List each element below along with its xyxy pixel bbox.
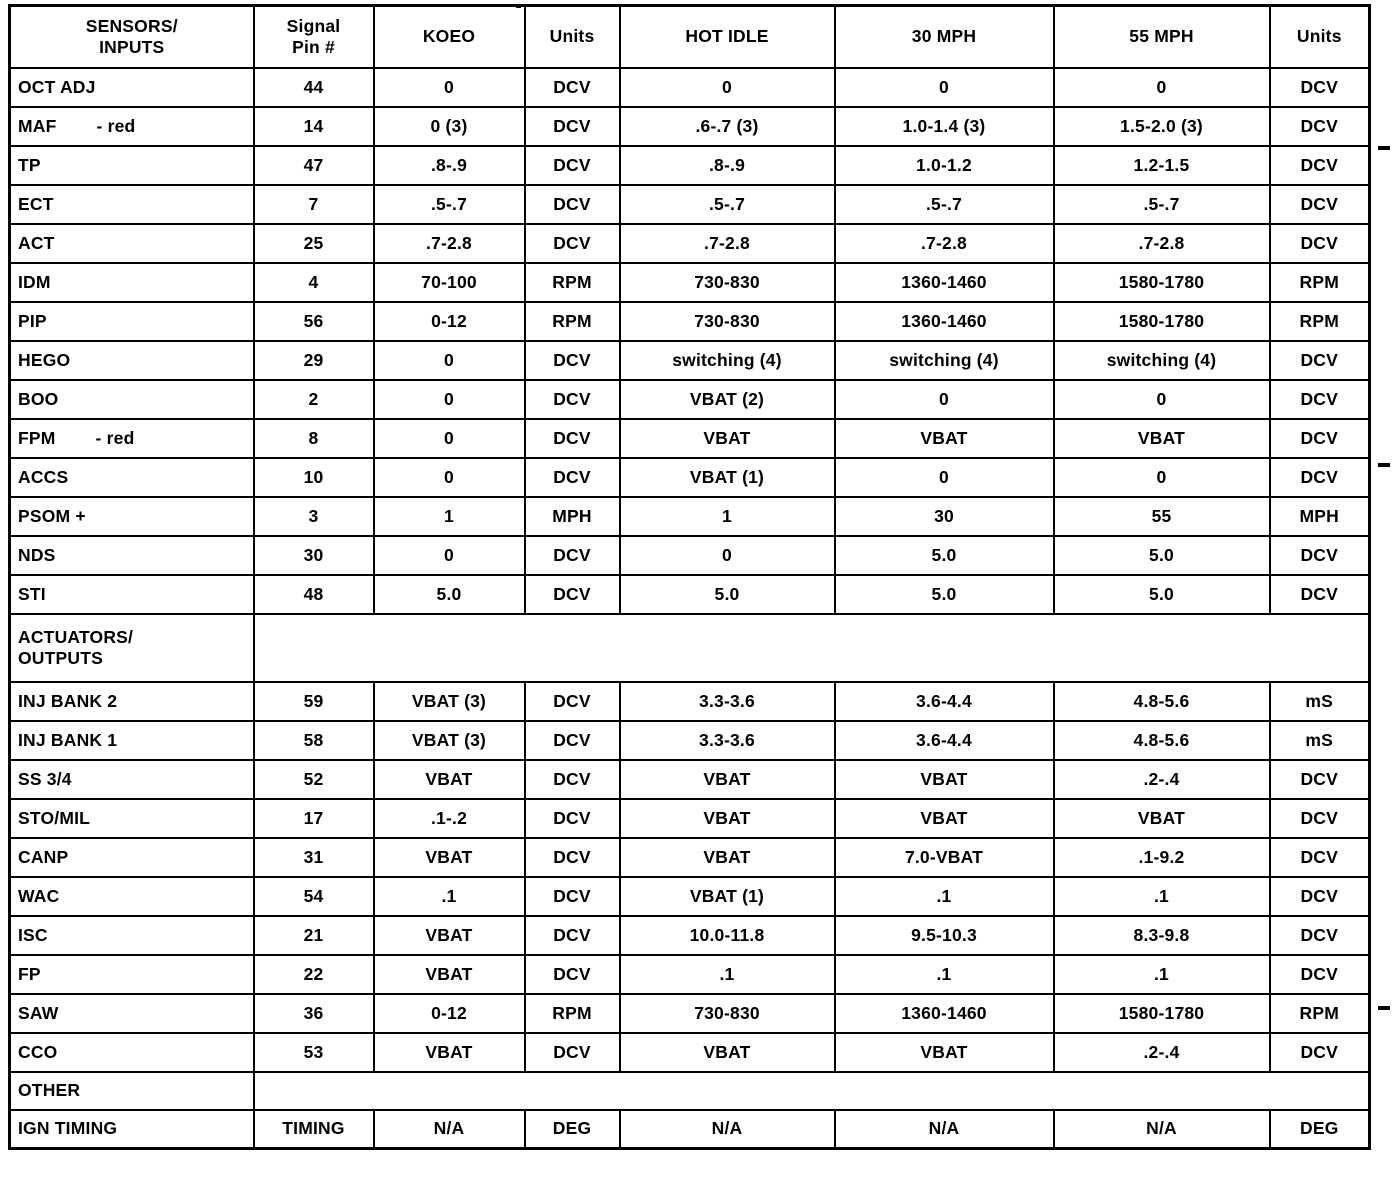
row-label: IGN TIMING (18, 1118, 118, 1139)
cell-units_a: DCV (525, 341, 620, 380)
cell-signal_pin: 8 (254, 419, 374, 458)
table-row (10, 497, 1370, 536)
cell-mph_30: 3.6-4.4 (835, 721, 1054, 760)
row-label: TP (18, 154, 41, 175)
cell-signal_pin: 59 (254, 682, 374, 721)
header-row (10, 6, 1370, 68)
row-label-cell (10, 536, 254, 575)
cell-mph_55: 5.0 (1054, 575, 1270, 614)
cell-mph_30: 9.5-10.3 (835, 916, 1054, 955)
cell-mph_30: 0 (835, 68, 1054, 107)
row-label: ECT (18, 193, 54, 214)
cell-hot_idle: .5-.7 (620, 185, 835, 224)
table-row (10, 536, 1370, 575)
cell-koeo: VBAT (3) (374, 721, 525, 760)
cell-signal_pin: 14 (254, 107, 374, 146)
cell-koeo: VBAT (374, 760, 525, 799)
section-label-text: OUTPUTS (18, 647, 104, 668)
cell-signal_pin: 56 (254, 302, 374, 341)
column-header-mph_55 (1054, 6, 1270, 68)
table-row (10, 916, 1370, 955)
cell-koeo: 1 (374, 497, 525, 536)
cell-koeo: 0 (374, 419, 525, 458)
cell-signal_pin: 48 (254, 575, 374, 614)
cell-hot_idle: N/A (620, 1110, 835, 1149)
cell-units_b: DCV (1270, 955, 1370, 994)
row-label: STO/MIL (18, 807, 91, 828)
cell-hot_idle: VBAT (620, 838, 835, 877)
row-label: OCT ADJ (18, 76, 96, 97)
table-row (10, 302, 1370, 341)
cell-units_a: DCV (525, 799, 620, 838)
table-body (10, 68, 1370, 1149)
cell-hot_idle: VBAT (620, 799, 835, 838)
cell-mph_55: .1 (1054, 877, 1270, 916)
row-sublabel: - red (95, 427, 135, 448)
cell-units_a: DCV (525, 721, 620, 760)
cell-units_a: DCV (525, 185, 620, 224)
row-label: INJ BANK 2 (18, 690, 118, 711)
cell-mph_55: 1580-1780 (1054, 994, 1270, 1033)
cell-koeo: 5.0 (374, 575, 525, 614)
cell-signal_pin: 21 (254, 916, 374, 955)
cell-signal_pin: 52 (254, 760, 374, 799)
table-row (10, 107, 1370, 146)
cell-units_a: DCV (525, 916, 620, 955)
row-label: SAW (18, 1002, 59, 1023)
cell-mph_55: 1580-1780 (1054, 263, 1270, 302)
table-row (10, 1033, 1370, 1072)
cell-units_a: DCV (525, 458, 620, 497)
row-label: INJ BANK 1 (18, 729, 118, 750)
cell-signal_pin: 44 (254, 68, 374, 107)
table-row (10, 838, 1370, 877)
table-row (10, 877, 1370, 916)
row-label: ACCS (18, 466, 69, 487)
row-label-cell (10, 682, 254, 721)
cell-signal_pin: 4 (254, 263, 374, 302)
row-label-cell (10, 877, 254, 916)
cell-hot_idle: 0 (620, 68, 835, 107)
column-header-units_a (525, 6, 620, 68)
row-label: SS 3/4 (18, 768, 72, 789)
cell-signal_pin: 29 (254, 341, 374, 380)
cell-mph_30: 0 (835, 380, 1054, 419)
cell-units_b: RPM (1270, 263, 1370, 302)
cell-koeo: VBAT (374, 955, 525, 994)
column-header-sensors_inputs (10, 6, 254, 68)
cell-signal_pin: 36 (254, 994, 374, 1033)
row-label-cell (10, 799, 254, 838)
column-header-mph_30 (835, 6, 1054, 68)
row-label: PSOM + (18, 505, 86, 526)
table-row (10, 341, 1370, 380)
cell-mph_30: .1 (835, 877, 1054, 916)
cell-mph_30: .5-.7 (835, 185, 1054, 224)
cell-mph_30: 5.0 (835, 536, 1054, 575)
section-label-text: OTHER (18, 1080, 81, 1100)
row-sublabel: - red (96, 115, 136, 136)
cell-units_a: DCV (525, 419, 620, 458)
row-label-cell (10, 838, 254, 877)
row-label-cell (10, 419, 254, 458)
cell-hot_idle: VBAT (1) (620, 458, 835, 497)
table-row (10, 263, 1370, 302)
cell-units_b: DCV (1270, 380, 1370, 419)
cell-mph_30: 7.0-VBAT (835, 838, 1054, 877)
cell-hot_idle: 0 (620, 536, 835, 575)
cell-mph_30: switching (4) (835, 341, 1054, 380)
cell-units_a: RPM (525, 263, 620, 302)
cell-mph_30: 1360-1460 (835, 302, 1054, 341)
cell-units_b: DCV (1270, 185, 1370, 224)
cell-mph_55: 1.5-2.0 (3) (1054, 107, 1270, 146)
cell-mph_55: 4.8-5.6 (1054, 682, 1270, 721)
cell-mph_55: .1 (1054, 955, 1270, 994)
cell-units_b: DCV (1270, 146, 1370, 185)
cell-signal_pin: 17 (254, 799, 374, 838)
row-label-cell (10, 224, 254, 263)
cell-mph_30: 5.0 (835, 575, 1054, 614)
column-header-text: Units (1296, 26, 1342, 47)
cell-koeo: 0 (374, 341, 525, 380)
row-label-cell (10, 458, 254, 497)
column-header-text: SENSORS/ (85, 15, 178, 36)
section-spacer-cell (254, 1072, 1370, 1110)
cell-mph_30: 1360-1460 (835, 263, 1054, 302)
cell-koeo: 0 (374, 68, 525, 107)
cell-mph_30: VBAT (835, 419, 1054, 458)
table-row (10, 682, 1370, 721)
cell-units_a: DCV (525, 68, 620, 107)
table-row (10, 224, 1370, 263)
cell-hot_idle: 3.3-3.6 (620, 721, 835, 760)
row-label-cell (10, 575, 254, 614)
cell-mph_55: 8.3-9.8 (1054, 916, 1270, 955)
row-label: HEGO (18, 349, 71, 370)
row-label-cell (10, 302, 254, 341)
cell-units_b: DCV (1270, 760, 1370, 799)
cell-mph_55: switching (4) (1054, 341, 1270, 380)
table-row (10, 955, 1370, 994)
cell-units_a: RPM (525, 302, 620, 341)
cell-koeo: VBAT (374, 916, 525, 955)
cell-koeo: 0-12 (374, 302, 525, 341)
row-label-cell (10, 760, 254, 799)
cell-units_b: mS (1270, 721, 1370, 760)
cell-mph_30: 30 (835, 497, 1054, 536)
cell-mph_30: 0 (835, 458, 1054, 497)
cell-koeo: .7-2.8 (374, 224, 525, 263)
cell-signal_pin: TIMING (254, 1110, 374, 1149)
scan-mark (1378, 1006, 1390, 1010)
column-header-text: 30 MPH (911, 26, 977, 47)
section-row (10, 1072, 1370, 1110)
row-label-cell (10, 107, 254, 146)
table-row (10, 721, 1370, 760)
cell-units_b: mS (1270, 682, 1370, 721)
cell-hot_idle: VBAT (1) (620, 877, 835, 916)
table-row (10, 380, 1370, 419)
cell-hot_idle: 730-830 (620, 994, 835, 1033)
cell-mph_55: 4.8-5.6 (1054, 721, 1270, 760)
cell-units_b: DCV (1270, 799, 1370, 838)
cell-koeo: VBAT (374, 1033, 525, 1072)
row-label: CANP (18, 846, 69, 867)
cell-mph_30: 1.0-1.2 (835, 146, 1054, 185)
table-row (10, 458, 1370, 497)
cell-signal_pin: 58 (254, 721, 374, 760)
cell-signal_pin: 7 (254, 185, 374, 224)
cell-mph_55: 1.2-1.5 (1054, 146, 1270, 185)
cell-hot_idle: switching (4) (620, 341, 835, 380)
section-spacer-cell (254, 614, 1370, 682)
column-header-koeo (374, 6, 525, 68)
cell-units_b: DCV (1270, 419, 1370, 458)
cell-units_b: DCV (1270, 575, 1370, 614)
cell-units_b: DEG (1270, 1110, 1370, 1149)
scan-speck (516, 4, 521, 8)
cell-hot_idle: .8-.9 (620, 146, 835, 185)
cell-hot_idle: VBAT (620, 1033, 835, 1072)
table-row (10, 146, 1370, 185)
row-label: PIP (18, 310, 47, 331)
cell-mph_55: VBAT (1054, 799, 1270, 838)
cell-koeo: 70-100 (374, 263, 525, 302)
row-label: NDS (18, 544, 56, 565)
section-label-cell (10, 1072, 254, 1110)
row-label-cell (10, 185, 254, 224)
row-label: FPM (18, 427, 56, 448)
cell-mph_55: .2-.4 (1054, 1033, 1270, 1072)
cell-mph_55: 0 (1054, 68, 1270, 107)
row-label-cell (10, 68, 254, 107)
cell-koeo: 0 (374, 380, 525, 419)
column-header-text: KOEO (422, 26, 476, 47)
section-label-cell (10, 614, 254, 682)
row-label: CCO (18, 1041, 58, 1062)
cell-hot_idle: .6-.7 (3) (620, 107, 835, 146)
cell-koeo: .1 (374, 877, 525, 916)
cell-hot_idle: VBAT (620, 760, 835, 799)
cell-mph_55: 0 (1054, 380, 1270, 419)
cell-signal_pin: 22 (254, 955, 374, 994)
cell-units_b: DCV (1270, 838, 1370, 877)
column-header-units_b (1270, 6, 1370, 68)
cell-koeo: .5-.7 (374, 185, 525, 224)
cell-units_a: DCV (525, 955, 620, 994)
table-row (10, 994, 1370, 1033)
table-header (10, 6, 1370, 68)
cell-units_a: DCV (525, 838, 620, 877)
cell-units_b: DCV (1270, 1033, 1370, 1072)
cell-units_a: DCV (525, 877, 620, 916)
cell-hot_idle: 5.0 (620, 575, 835, 614)
row-label: ISC (18, 924, 48, 945)
pcm-pin-voltage-table (8, 4, 1371, 1150)
section-label-text: ACTUATORS/ (18, 626, 134, 647)
row-label: IDM (18, 271, 51, 292)
cell-units_b: DCV (1270, 536, 1370, 575)
cell-units_a: DCV (525, 146, 620, 185)
cell-units_b: DCV (1270, 877, 1370, 916)
section-row (10, 614, 1370, 682)
cell-units_a: DEG (525, 1110, 620, 1149)
cell-mph_55: 55 (1054, 497, 1270, 536)
cell-koeo: 0 (374, 458, 525, 497)
cell-units_b: RPM (1270, 302, 1370, 341)
cell-signal_pin: 31 (254, 838, 374, 877)
table-row (10, 799, 1370, 838)
cell-units_b: DCV (1270, 107, 1370, 146)
cell-mph_30: N/A (835, 1110, 1054, 1149)
row-label-cell (10, 263, 254, 302)
cell-mph_30: .1 (835, 955, 1054, 994)
cell-hot_idle: 3.3-3.6 (620, 682, 835, 721)
cell-mph_30: VBAT (835, 1033, 1054, 1072)
scan-mark (1378, 463, 1390, 467)
cell-hot_idle: 1 (620, 497, 835, 536)
scan-mark (1378, 146, 1390, 150)
cell-mph_55: VBAT (1054, 419, 1270, 458)
cell-mph_30: VBAT (835, 760, 1054, 799)
row-label: FP (18, 963, 41, 984)
cell-mph_30: VBAT (835, 799, 1054, 838)
cell-mph_30: 1.0-1.4 (3) (835, 107, 1054, 146)
table-row (10, 1110, 1370, 1149)
cell-signal_pin: 53 (254, 1033, 374, 1072)
cell-signal_pin: 2 (254, 380, 374, 419)
cell-hot_idle: 730-830 (620, 263, 835, 302)
row-label-cell (10, 916, 254, 955)
cell-units_a: DCV (525, 575, 620, 614)
cell-mph_30: 1360-1460 (835, 994, 1054, 1033)
table-row (10, 68, 1370, 107)
cell-mph_55: .2-.4 (1054, 760, 1270, 799)
cell-units_b: DCV (1270, 916, 1370, 955)
cell-units_a: DCV (525, 536, 620, 575)
cell-units_a: RPM (525, 994, 620, 1033)
cell-koeo: .1-.2 (374, 799, 525, 838)
cell-signal_pin: 54 (254, 877, 374, 916)
cell-hot_idle: VBAT (620, 419, 835, 458)
cell-units_a: MPH (525, 497, 620, 536)
row-label-cell (10, 341, 254, 380)
table-row (10, 760, 1370, 799)
row-label-cell (10, 721, 254, 760)
cell-units_a: DCV (525, 1033, 620, 1072)
cell-mph_30: .7-2.8 (835, 224, 1054, 263)
cell-koeo: 0 (374, 536, 525, 575)
row-label-cell (10, 955, 254, 994)
table-row (10, 185, 1370, 224)
cell-units_b: RPM (1270, 994, 1370, 1033)
column-header-text: INPUTS (99, 36, 165, 57)
cell-mph_55: 0 (1054, 458, 1270, 497)
cell-units_b: DCV (1270, 458, 1370, 497)
cell-hot_idle: 10.0-11.8 (620, 916, 835, 955)
cell-koeo: 0 (3) (374, 107, 525, 146)
cell-units_a: DCV (525, 107, 620, 146)
row-label-cell (10, 146, 254, 185)
cell-units_a: DCV (525, 224, 620, 263)
row-label-cell (10, 1110, 254, 1149)
cell-hot_idle: VBAT (2) (620, 380, 835, 419)
row-label: BOO (18, 388, 59, 409)
cell-mph_30: 3.6-4.4 (835, 682, 1054, 721)
cell-units_a: DCV (525, 380, 620, 419)
table-row (10, 575, 1370, 614)
row-label: ACT (18, 232, 55, 253)
column-header-text: Units (549, 26, 595, 47)
row-label: WAC (18, 885, 60, 906)
cell-koeo: VBAT (3) (374, 682, 525, 721)
cell-hot_idle: .1 (620, 955, 835, 994)
row-label-cell (10, 380, 254, 419)
row-label-cell (10, 497, 254, 536)
row-label-cell (10, 1033, 254, 1072)
cell-mph_55: N/A (1054, 1110, 1270, 1149)
cell-signal_pin: 47 (254, 146, 374, 185)
cell-units_b: DCV (1270, 341, 1370, 380)
cell-mph_55: .1-9.2 (1054, 838, 1270, 877)
cell-koeo: 0-12 (374, 994, 525, 1033)
cell-mph_55: 1580-1780 (1054, 302, 1270, 341)
cell-units_b: MPH (1270, 497, 1370, 536)
column-header-text: Pin # (292, 36, 335, 57)
table-row (10, 419, 1370, 458)
cell-units_b: DCV (1270, 68, 1370, 107)
cell-hot_idle: 730-830 (620, 302, 835, 341)
cell-mph_55: 5.0 (1054, 536, 1270, 575)
column-header-text: 55 MPH (1129, 26, 1194, 47)
row-label: MAF (18, 115, 57, 136)
cell-hot_idle: .7-2.8 (620, 224, 835, 263)
cell-koeo: VBAT (374, 838, 525, 877)
row-label: STI (18, 583, 46, 604)
cell-units_a: DCV (525, 682, 620, 721)
cell-units_b: DCV (1270, 224, 1370, 263)
cell-signal_pin: 10 (254, 458, 374, 497)
row-label-cell (10, 994, 254, 1033)
cell-koeo: N/A (374, 1110, 525, 1149)
cell-mph_55: .5-.7 (1054, 185, 1270, 224)
cell-signal_pin: 30 (254, 536, 374, 575)
column-header-text: HOT IDLE (685, 26, 769, 47)
column-header-hot_idle (620, 6, 835, 68)
cell-signal_pin: 3 (254, 497, 374, 536)
cell-koeo: .8-.9 (374, 146, 525, 185)
column-header-signal_pin (254, 6, 374, 68)
cell-units_a: DCV (525, 760, 620, 799)
cell-mph_55: .7-2.8 (1054, 224, 1270, 263)
column-header-text: Signal (286, 15, 341, 36)
cell-signal_pin: 25 (254, 224, 374, 263)
